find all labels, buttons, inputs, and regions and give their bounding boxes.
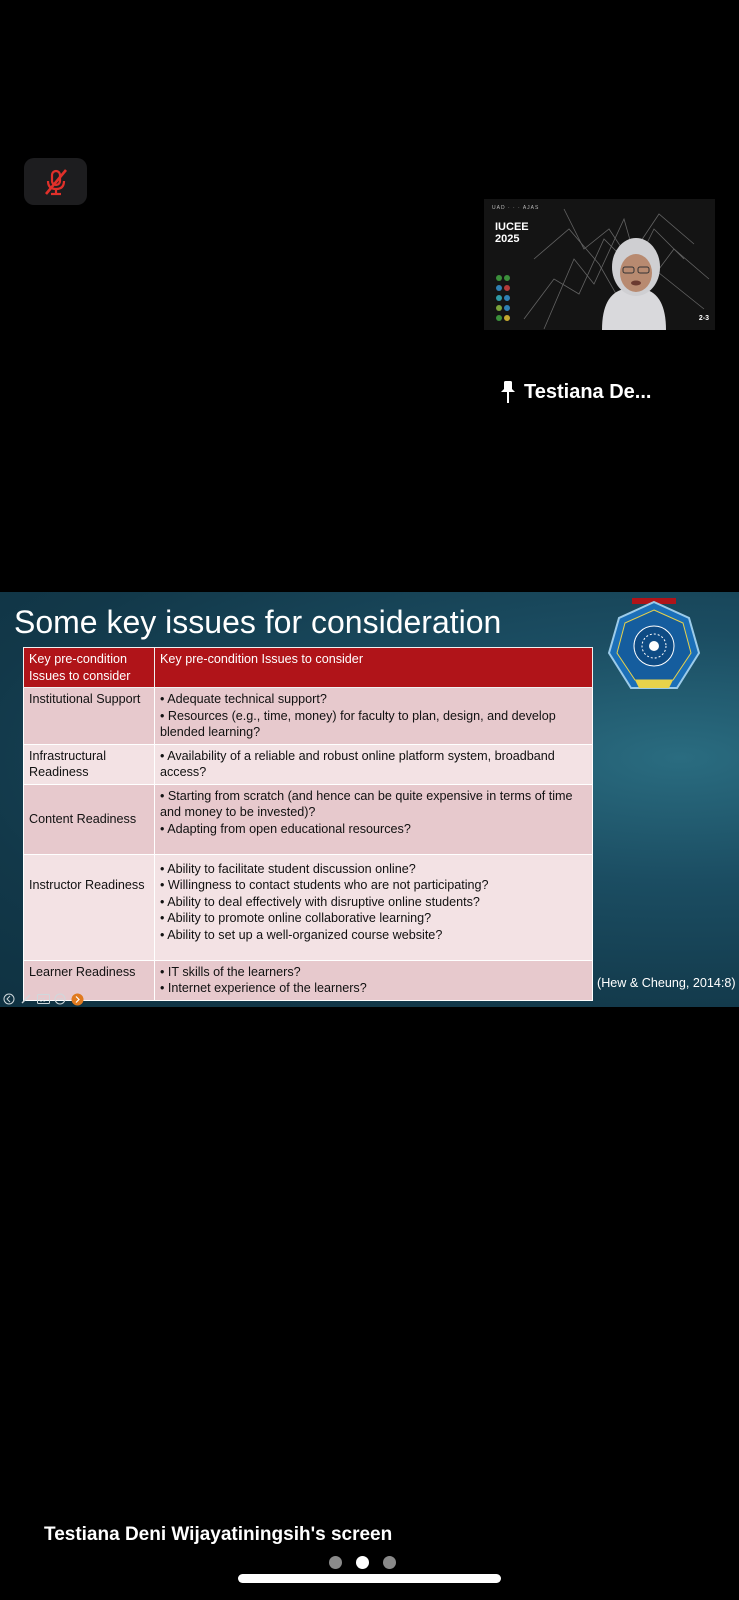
slide-title: Some key issues for consideration — [14, 604, 502, 640]
list-item: • Ability to set up a well-organized course website? — [160, 927, 443, 942]
captions-icon[interactable] — [36, 993, 50, 1005]
table-header-row — [24, 648, 593, 688]
row-label: Infrastructural Readiness — [24, 744, 155, 784]
list-item: • Resources (e.g., time, money) for faculty to plan, design, and develop blended learning? — [160, 708, 556, 739]
list-item: • Availability of a reliable and robust online platform system, broadband access? — [160, 748, 555, 779]
citation: (Hew & Cheung, 2014:8) — [597, 976, 736, 990]
table-row — [24, 688, 593, 745]
row-label: Instructor Readiness — [24, 854, 155, 960]
page-dot[interactable] — [329, 1556, 342, 1569]
svg-text:cc: cc — [38, 996, 46, 1004]
pin-icon — [500, 380, 516, 404]
row-label: Institutional Support — [24, 688, 155, 745]
row-label: Learner Readiness — [24, 960, 155, 1000]
issues-table — [23, 647, 593, 1001]
list-item: • Internet experience of the learners? — [160, 981, 367, 995]
row-items — [155, 854, 593, 960]
table-row — [24, 744, 593, 784]
row-items — [155, 688, 593, 745]
slide-toolbar — [2, 993, 84, 1005]
list-item: • Starting from scratch (and hence can be quite expensive in terms of time and money to be invested)? — [160, 788, 573, 819]
list-item: • Adequate technical support? — [160, 692, 327, 706]
mute-button[interactable] — [24, 158, 87, 205]
table-row — [24, 854, 593, 960]
page-indicator[interactable] — [329, 1556, 396, 1569]
list-item: • Willingness to contact students who are not participating? — [160, 878, 489, 892]
column-header: Key pre-condition Issues to consider — [155, 648, 593, 688]
pen-icon[interactable] — [19, 993, 33, 1005]
list-item: • Adapting from open educational resources? — [160, 821, 411, 836]
more-icon[interactable] — [53, 993, 67, 1005]
row-items — [155, 784, 593, 854]
event-title: IUCEE 2025 — [495, 221, 529, 245]
list-item: • Ability to facilitate student discussion online? — [160, 861, 416, 876]
microphone-muted-icon — [43, 168, 69, 196]
shared-slide — [0, 592, 739, 1007]
home-indicator[interactable] — [238, 1574, 501, 1583]
university-logo — [605, 598, 703, 696]
row-label: Content Readiness — [24, 784, 155, 854]
list-item: • Ability to deal effectively with disruptive online students? — [160, 894, 480, 909]
list-item: • Ability to promote online collaborative learning? — [160, 911, 432, 925]
row-items — [155, 960, 593, 1000]
event-date: 2-3 — [698, 315, 709, 322]
speaker-name: Testiana De... — [524, 380, 652, 403]
screen-share-label: Testiana Deni Wijayatiningsih's screen — [44, 1524, 393, 1545]
table-row — [24, 784, 593, 854]
video-feed — [484, 199, 715, 330]
column-header: Key pre-condition Issues to consider — [24, 648, 155, 688]
table-row — [24, 960, 593, 1000]
page-dot-active[interactable] — [356, 1556, 369, 1569]
slide-prev-icon[interactable] — [2, 993, 16, 1005]
slide-next-icon[interactable] — [70, 993, 84, 1005]
page-dot[interactable] — [383, 1556, 396, 1569]
sponsor-logos: UAD · · · AJAS — [492, 205, 540, 211]
speaker-name-label[interactable] — [500, 380, 651, 404]
row-items — [155, 744, 593, 784]
list-item: • IT skills of the learners? — [160, 964, 301, 979]
speaker-video-tile[interactable] — [484, 199, 715, 330]
